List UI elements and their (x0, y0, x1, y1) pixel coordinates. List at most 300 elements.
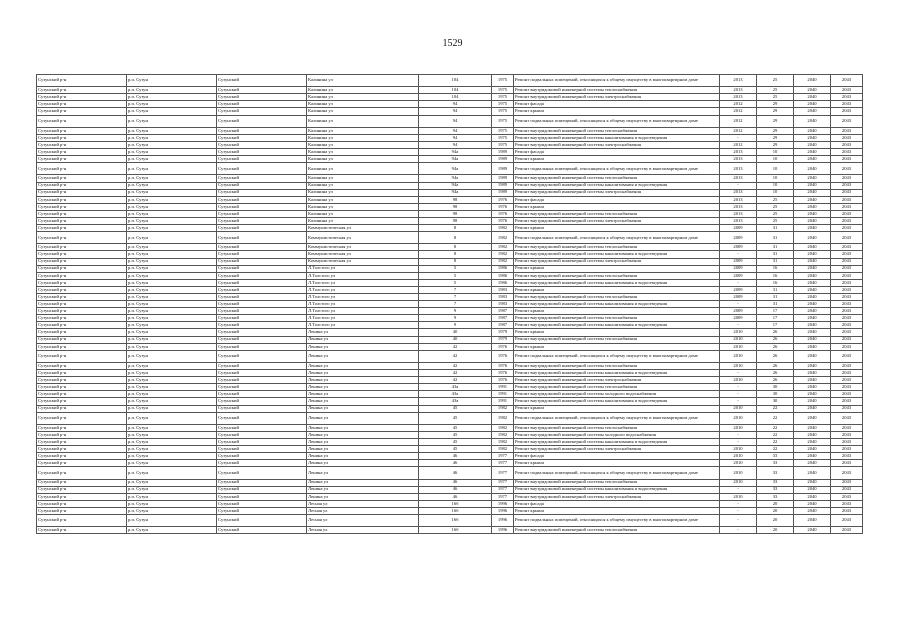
cell-work: Ремонт подвальных помещений, относящихся к общему имуществу в многоквартирном доме (514, 232, 720, 244)
table-row (37, 225, 863, 232)
cell-settlement: Сузунский (217, 515, 307, 527)
cell-settlement: Сузунский (217, 412, 307, 424)
cell-planned-year: - (720, 500, 757, 507)
cell-house: 98 (419, 217, 492, 224)
cell-year: 1977 (492, 479, 514, 486)
cell-planned-year: 2013 (720, 87, 757, 94)
cell-locality: р.п. Сузун (127, 182, 217, 189)
cell-year: 1987 (492, 322, 514, 329)
cell-year-to: 2043 (831, 203, 863, 210)
table-row (37, 258, 863, 265)
cell-work: Ремонт внутридомовой инженерной системы теплоснабжения (514, 527, 720, 534)
cell-year: 1996 (492, 507, 514, 514)
cell-year: 1977 (492, 493, 514, 500)
cell-year-from: 2040 (794, 343, 831, 350)
cell-year-to: 2043 (831, 87, 863, 94)
cell-work: Ремонт фасада (514, 101, 720, 108)
cell-locality: р.п. Сузун (127, 272, 217, 279)
cell-year-to: 2043 (831, 384, 863, 391)
cell-year-to: 2043 (831, 94, 863, 101)
cell-year: 1996 (492, 515, 514, 527)
cell-year-from: 2040 (794, 163, 831, 175)
cell-locality: р.п. Сузун (127, 265, 217, 272)
cell-year-from: 2040 (794, 507, 831, 514)
cell-work: Ремонт подвальных помещений, относящихся к общему имуществу в многоквартирном доме (514, 163, 720, 175)
cell-locality: р.п. Сузун (127, 391, 217, 398)
table-row (37, 405, 863, 412)
cell-district: Сузунский р-н (37, 460, 127, 467)
cell-house: 104 (419, 94, 492, 101)
cell-settlement: Сузунский (217, 308, 307, 315)
cell-street: Коммунистическая ул (307, 244, 419, 251)
cell-locality: р.п. Сузун (127, 134, 217, 141)
cell-planned-year: 2010 (720, 493, 757, 500)
cell-street: Ленина ул (307, 377, 419, 384)
cell-year-from: 2040 (794, 196, 831, 203)
cell-count: 30 (757, 398, 794, 405)
cell-planned-year: 2010 (720, 350, 757, 362)
cell-street: Лесная ул (307, 507, 419, 514)
cell-year-from: 2040 (794, 322, 831, 329)
cell-year-to: 2043 (831, 308, 863, 315)
cell-settlement: Сузунский (217, 493, 307, 500)
cell-district: Сузунский р-н (37, 377, 127, 384)
cell-year-to: 2043 (831, 101, 863, 108)
cell-work: Ремонт крыши (514, 308, 720, 315)
cell-settlement: Сузунский (217, 75, 307, 87)
cell-year-from: 2040 (794, 115, 831, 127)
cell-year: 1975 (492, 101, 514, 108)
cell-work: Ремонт крыши (514, 507, 720, 514)
cell-work: Ремонт крыши (514, 203, 720, 210)
cell-street: Ленина ул (307, 336, 419, 343)
cell-year: 1989 (492, 149, 514, 156)
cell-settlement: Сузунский (217, 108, 307, 115)
cell-year-to: 2043 (831, 163, 863, 175)
cell-settlement: Сузунский (217, 507, 307, 514)
cell-locality: р.п. Сузун (127, 453, 217, 460)
cell-locality: р.п. Сузун (127, 94, 217, 101)
cell-work: Ремонт внутридомовой инженерной системы электроснабжения (514, 94, 720, 101)
table-row (37, 343, 863, 350)
cell-year: 1977 (492, 467, 514, 479)
cell-district: Сузунский р-н (37, 294, 127, 301)
cell-settlement: Сузунский (217, 182, 307, 189)
cell-street: Ленина ул (307, 398, 419, 405)
cell-year-to: 2043 (831, 336, 863, 343)
cell-settlement: Сузунский (217, 350, 307, 362)
cell-year: 1975 (492, 127, 514, 134)
cell-count: 33 (757, 486, 794, 493)
cell-year-to: 2043 (831, 75, 863, 87)
cell-year-from: 2040 (794, 258, 831, 265)
cell-year-to: 2043 (831, 244, 863, 251)
table-row (37, 486, 863, 493)
cell-count: 10 (757, 156, 794, 163)
cell-count: 33 (757, 460, 794, 467)
cell-settlement: Сузунский (217, 486, 307, 493)
cell-district: Сузунский р-н (37, 438, 127, 445)
cell-locality: р.п. Сузун (127, 515, 217, 527)
cell-work: Ремонт подвальных помещений, относящихся к общему имуществу в многоквартирном доме (514, 75, 720, 87)
cell-street: Лесная ул (307, 515, 419, 527)
cell-work: Ремонт внутридомовой инженерной системы канализования и водоотведения (514, 322, 720, 329)
cell-work: Ремонт крыши (514, 156, 720, 163)
cell-work: Ремонт внутридомовой инженерной системы теплоснабжения (514, 272, 720, 279)
cell-year-from: 2040 (794, 467, 831, 479)
cell-locality: р.п. Сузун (127, 486, 217, 493)
cell-street: Калинина ул (307, 210, 419, 217)
cell-locality: р.п. Сузун (127, 108, 217, 115)
cell-count: 33 (757, 453, 794, 460)
cell-year-from: 2040 (794, 329, 831, 336)
cell-year-to: 2043 (831, 398, 863, 405)
cell-year-to: 2043 (831, 294, 863, 301)
cell-settlement: Сузунский (217, 217, 307, 224)
cell-district: Сузунский р-н (37, 87, 127, 94)
cell-year: 1977 (492, 453, 514, 460)
cell-planned-year: 2010 (720, 460, 757, 467)
cell-house: 16б (419, 507, 492, 514)
cell-settlement: Сузунский (217, 127, 307, 134)
cell-year: 1982 (492, 258, 514, 265)
cell-locality: р.п. Сузун (127, 329, 217, 336)
cell-year-to: 2043 (831, 412, 863, 424)
cell-district: Сузунский р-н (37, 279, 127, 286)
table-row (37, 94, 863, 101)
cell-house: 5 (419, 265, 492, 272)
cell-street: Л.Толстого ул (307, 315, 419, 322)
cell-street: Коммунистическая ул (307, 225, 419, 232)
cell-house: 7 (419, 294, 492, 301)
cell-street: Л.Толстого ул (307, 308, 419, 315)
cell-year: 1983 (492, 294, 514, 301)
cell-year: 1982 (492, 232, 514, 244)
cell-year: 1982 (492, 424, 514, 431)
cell-district: Сузунский р-н (37, 467, 127, 479)
cell-count: 26 (757, 343, 794, 350)
cell-locality: р.п. Сузун (127, 336, 217, 343)
cell-planned-year: 2012 (720, 101, 757, 108)
cell-year-to: 2043 (831, 272, 863, 279)
cell-district: Сузунский р-н (37, 127, 127, 134)
cell-settlement: Сузунский (217, 156, 307, 163)
cell-year-from: 2040 (794, 244, 831, 251)
cell-street: Ленина ул (307, 424, 419, 431)
cell-street: Калинина ул (307, 203, 419, 210)
cell-count: 29 (757, 115, 794, 127)
cell-street: Калинина ул (307, 175, 419, 182)
cell-year: 1976 (492, 343, 514, 350)
table-row (37, 182, 863, 189)
cell-street: Л.Толстого ул (307, 301, 419, 308)
cell-year-to: 2043 (831, 175, 863, 182)
cell-year: 1977 (492, 460, 514, 467)
cell-locality: р.п. Сузун (127, 251, 217, 258)
cell-year-from: 2040 (794, 265, 831, 272)
cell-year-from: 2040 (794, 315, 831, 322)
cell-settlement: Сузунский (217, 446, 307, 453)
cell-house: 94 (419, 134, 492, 141)
cell-locality: р.п. Сузун (127, 398, 217, 405)
cell-year-to: 2043 (831, 127, 863, 134)
cell-district: Сузунский р-н (37, 479, 127, 486)
table-row (37, 500, 863, 507)
cell-house: 40 (419, 329, 492, 336)
cell-count: 16 (757, 272, 794, 279)
cell-planned-year: - (720, 486, 757, 493)
cell-street: Ленина ул (307, 412, 419, 424)
cell-street: Ленина ул (307, 391, 419, 398)
cell-work: Ремонт крыши (514, 405, 720, 412)
cell-house: 8 (419, 225, 492, 232)
cell-work: Ремонт крыши (514, 108, 720, 115)
cell-street: Л.Толстого ул (307, 286, 419, 293)
cell-year: 1982 (492, 412, 514, 424)
cell-district: Сузунский р-н (37, 507, 127, 514)
cell-work: Ремонт внутридомовой инженерной системы канализования и водоотведения (514, 398, 720, 405)
cell-district: Сузунский р-н (37, 265, 127, 272)
cell-planned-year: - (720, 251, 757, 258)
cell-planned-year: 2009 (720, 232, 757, 244)
cell-year: 1982 (492, 225, 514, 232)
cell-street: Ленина ул (307, 405, 419, 412)
cell-year: 1989 (492, 175, 514, 182)
cell-street: Ленина ул (307, 479, 419, 486)
cell-district: Сузунский р-н (37, 217, 127, 224)
cell-district: Сузунский р-н (37, 500, 127, 507)
cell-work: Ремонт подвальных помещений, относящихся к общему имуществу в многоквартирном доме (514, 467, 720, 479)
cell-count: 31 (757, 258, 794, 265)
cell-year-from: 2040 (794, 460, 831, 467)
cell-locality: р.п. Сузун (127, 322, 217, 329)
cell-district: Сузунский р-н (37, 258, 127, 265)
cell-locality: р.п. Сузун (127, 446, 217, 453)
cell-district: Сузунский р-н (37, 308, 127, 315)
cell-locality: р.п. Сузун (127, 405, 217, 412)
cell-planned-year: 2009 (720, 294, 757, 301)
table-row (37, 163, 863, 175)
cell-locality: р.п. Сузун (127, 101, 217, 108)
cell-locality: р.п. Сузун (127, 412, 217, 424)
cell-year: 1996 (492, 500, 514, 507)
cell-planned-year: 2010 (720, 362, 757, 369)
cell-street: Л.Толстого ул (307, 322, 419, 329)
cell-district: Сузунский р-н (37, 515, 127, 527)
cell-year-from: 2040 (794, 384, 831, 391)
cell-count: 25 (757, 75, 794, 87)
cell-house: 8 (419, 244, 492, 251)
cell-count: 25 (757, 210, 794, 217)
cell-count: 29 (757, 108, 794, 115)
table-row (37, 156, 863, 163)
cell-count: 31 (757, 225, 794, 232)
cell-year: 1989 (492, 182, 514, 189)
cell-settlement: Сузунский (217, 175, 307, 182)
cell-year-to: 2043 (831, 141, 863, 148)
cell-year-from: 2040 (794, 308, 831, 315)
table-row (37, 493, 863, 500)
cell-year-to: 2043 (831, 405, 863, 412)
cell-planned-year: - (720, 322, 757, 329)
cell-count: 26 (757, 370, 794, 377)
cell-house: 42 (419, 377, 492, 384)
cell-district: Сузунский р-н (37, 431, 127, 438)
cell-year-from: 2040 (794, 446, 831, 453)
cell-year: 1975 (492, 75, 514, 87)
cell-locality: р.п. Сузун (127, 141, 217, 148)
cell-year-from: 2040 (794, 149, 831, 156)
table-row (37, 232, 863, 244)
cell-district: Сузунский р-н (37, 384, 127, 391)
cell-district: Сузунский р-н (37, 210, 127, 217)
table-row (37, 507, 863, 514)
cell-house: 16б (419, 515, 492, 527)
cell-settlement: Сузунский (217, 391, 307, 398)
cell-work: Ремонт внутридомовой инженерной системы электроснабжения (514, 189, 720, 196)
cell-planned-year: 2009 (720, 308, 757, 315)
table-row (37, 322, 863, 329)
cell-year-from: 2040 (794, 108, 831, 115)
cell-house: 45 (419, 446, 492, 453)
cell-work: Ремонт внутридомовой инженерной системы канализования и водоотведения (514, 279, 720, 286)
cell-year-to: 2043 (831, 279, 863, 286)
cell-count: 26 (757, 336, 794, 343)
cell-planned-year: 2013 (720, 217, 757, 224)
cell-locality: р.п. Сузун (127, 308, 217, 315)
cell-year-from: 2040 (794, 279, 831, 286)
cell-settlement: Сузунский (217, 500, 307, 507)
table-row (37, 370, 863, 377)
cell-planned-year: 2010 (720, 424, 757, 431)
cell-year-from: 2040 (794, 87, 831, 94)
cell-year-to: 2043 (831, 343, 863, 350)
cell-work: Ремонт внутридомовой инженерной системы теплоснабжения (514, 315, 720, 322)
table-row (37, 467, 863, 479)
cell-locality: р.п. Сузун (127, 87, 217, 94)
cell-planned-year: 2009 (720, 265, 757, 272)
table-row (37, 446, 863, 453)
cell-work: Ремонт внутридомовой инженерной системы канализования и водоотведения (514, 251, 720, 258)
cell-planned-year: 2010 (720, 453, 757, 460)
cell-settlement: Сузунский (217, 189, 307, 196)
cell-district: Сузунский р-н (37, 527, 127, 534)
cell-work: Ремонт внутридомовой инженерной системы теплоснабжения (514, 87, 720, 94)
cell-street: Калинина ул (307, 75, 419, 87)
table-row (37, 350, 863, 362)
cell-year-from: 2040 (794, 515, 831, 527)
cell-count: 26 (757, 329, 794, 336)
cell-settlement: Сузунский (217, 301, 307, 308)
cell-year-to: 2043 (831, 438, 863, 445)
cell-count: 25 (757, 217, 794, 224)
cell-planned-year: 2012 (720, 115, 757, 127)
cell-district: Сузунский р-н (37, 405, 127, 412)
cell-locality: р.п. Сузун (127, 467, 217, 479)
cell-house: 5 (419, 272, 492, 279)
cell-house: 94а (419, 182, 492, 189)
cell-locality: р.п. Сузун (127, 225, 217, 232)
cell-work: Ремонт внутридомовой инженерной системы электроснабжения (514, 446, 720, 453)
cell-year-from: 2040 (794, 336, 831, 343)
cell-work: Ремонт внутридомовой инженерной системы канализования и водоотведения (514, 301, 720, 308)
cell-planned-year: - (720, 507, 757, 514)
cell-planned-year: - (720, 391, 757, 398)
cell-year: 1982 (492, 446, 514, 453)
cell-year-to: 2043 (831, 431, 863, 438)
cell-street: Ленина ул (307, 460, 419, 467)
cell-year-to: 2043 (831, 115, 863, 127)
table-row (37, 315, 863, 322)
cell-year-to: 2043 (831, 362, 863, 369)
cell-year: 1987 (492, 315, 514, 322)
cell-locality: р.п. Сузун (127, 431, 217, 438)
cell-count: 33 (757, 493, 794, 500)
cell-year: 1982 (492, 438, 514, 445)
cell-district: Сузунский р-н (37, 322, 127, 329)
cell-house: 42 (419, 343, 492, 350)
cell-year-from: 2040 (794, 391, 831, 398)
cell-house: 42 (419, 370, 492, 377)
cell-year-to: 2043 (831, 493, 863, 500)
cell-year-to: 2043 (831, 134, 863, 141)
cell-settlement: Сузунский (217, 362, 307, 369)
cell-settlement: Сузунский (217, 479, 307, 486)
cell-year: 1979 (492, 336, 514, 343)
table-row (37, 210, 863, 217)
cell-count: 25 (757, 87, 794, 94)
cell-settlement: Сузунский (217, 265, 307, 272)
cell-count: 33 (757, 479, 794, 486)
cell-year-from: 2040 (794, 251, 831, 258)
cell-district: Сузунский р-н (37, 453, 127, 460)
table-row (37, 384, 863, 391)
cell-planned-year: 2010 (720, 405, 757, 412)
cell-year-from: 2040 (794, 134, 831, 141)
cell-work: Ремонт внутридомовой инженерной системы электроснабжения (514, 217, 720, 224)
cell-settlement: Сузунский (217, 431, 307, 438)
cell-settlement: Сузунский (217, 203, 307, 210)
cell-district: Сузунский р-н (37, 225, 127, 232)
cell-planned-year: - (720, 398, 757, 405)
cell-settlement: Сузунский (217, 279, 307, 286)
cell-work: Ремонт внутридомовой инженерной системы электроснабжения (514, 493, 720, 500)
cell-year: 1982 (492, 251, 514, 258)
cell-house: 98 (419, 203, 492, 210)
cell-planned-year: 2013 (720, 175, 757, 182)
cell-year: 1975 (492, 134, 514, 141)
table-row (37, 453, 863, 460)
cell-work: Ремонт внутридомовой инженерной системы электроснабжения (514, 377, 720, 384)
cell-locality: р.п. Сузун (127, 210, 217, 217)
cell-planned-year: 2012 (720, 141, 757, 148)
cell-year-from: 2040 (794, 225, 831, 232)
cell-count: 31 (757, 232, 794, 244)
cell-count: 29 (757, 134, 794, 141)
cell-house: 104 (419, 87, 492, 94)
cell-district: Сузунский р-н (37, 182, 127, 189)
cell-locality: р.п. Сузун (127, 279, 217, 286)
cell-locality: р.п. Сузун (127, 163, 217, 175)
cell-year-to: 2043 (831, 189, 863, 196)
cell-settlement: Сузунский (217, 460, 307, 467)
cell-house: 94 (419, 141, 492, 148)
cell-settlement: Сузунский (217, 398, 307, 405)
table-row (37, 141, 863, 148)
cell-work: Ремонт крыши (514, 460, 720, 467)
cell-work: Ремонт внутридомовой инженерной системы электроснабжения (514, 258, 720, 265)
cell-district: Сузунский р-н (37, 398, 127, 405)
